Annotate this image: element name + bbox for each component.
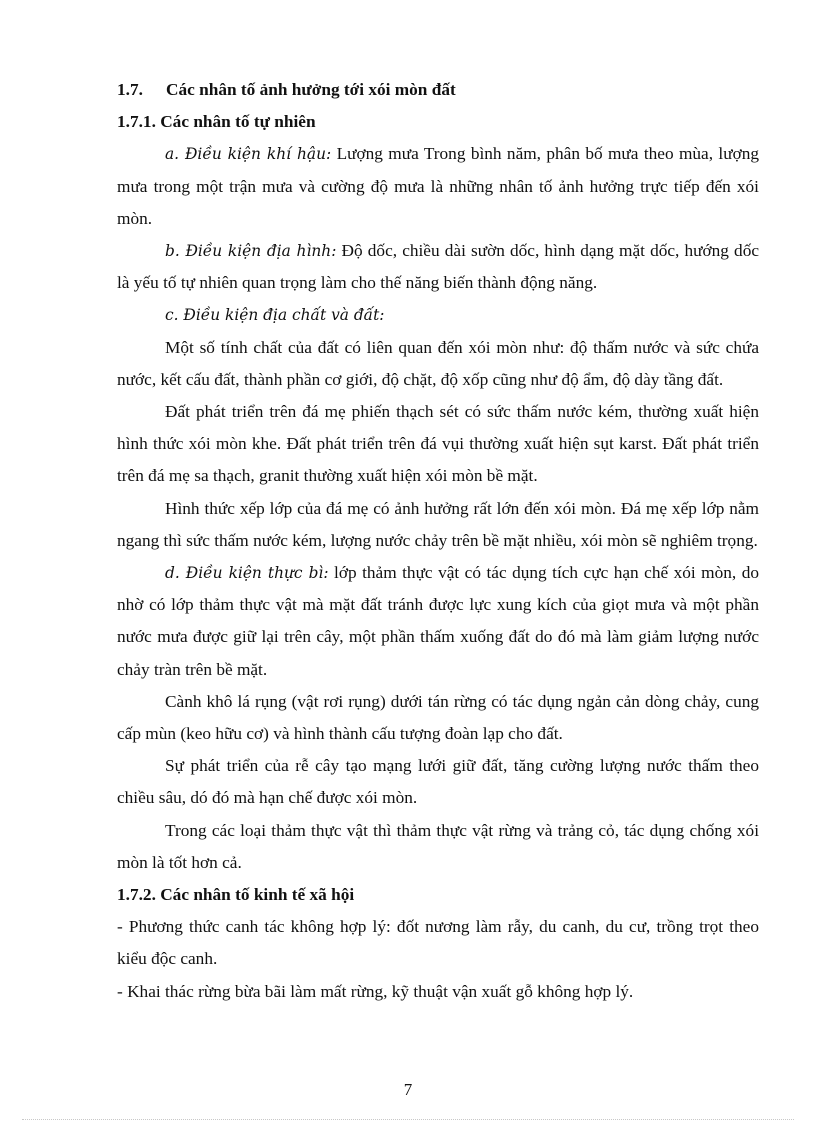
list-item: - Khai thác rừng bừa bãi làm mất rừng, kỹ thuật vận xuất gỗ không hợp lý.	[117, 981, 634, 1001]
vegetation-text: lớp thảm thực vật có tác dụng tích cực hạn chế xói mòn, do nhờ có lớp thảm thực vật mà mặt đất tránh được lực xung kích của giọt mưa và một phần nước mưa được giữ lại trên cây, một phần thấm xuống đất do đó mà làm giảm lượng nước chảy tràn trên bề mặt.	[117, 563, 759, 679]
list-item: - Phương thức canh tác không hợp lý: đốt nương làm rẫy, du canh, du cư, trồng trọt theo kiểu độc canh.	[117, 917, 759, 969]
paragraph-rock-layering: Hình thức xếp lớp của đá mẹ có ảnh hưởng rất lớn đến xói mòn. Đá mẹ xếp lớp nằm ngang thì sức thấm nước kém, lượng nước chảy trên bề mặt nhiều, xói mòn sẽ nghiêm trọng.	[117, 498, 759, 550]
paragraph-litter: Cành khô lá rụng (vật rơi rụng) dưới tán rừng có tác dụng ngản cản dòng chảy, cung cấp mùn (keo hữu cơ) và hình thành cấu tượng đoàn lạp cho đất.	[117, 691, 759, 744]
subsection-heading-socio-economic: 1.7.2. Các nhân tố kinh tế xã hội	[117, 885, 355, 905]
page-number: 7	[403, 1080, 413, 1099]
section-heading-1-7	[117, 74, 759, 106]
paragraph-roots: Sự phát triển của rễ cây tạo mạng lưới giữ đất, tăng cường lượng nước thấm theo chiều sâu, dó đó mà hạn chế được xói mòn.	[117, 756, 759, 808]
section-number: 1.7.	[117, 80, 143, 99]
section-title: Các nhân tố ảnh hưởng tới xói mòn đất	[166, 80, 456, 99]
page-bottom-border	[22, 1119, 794, 1120]
climate-text: Lượng mưa Trong bình năm, phân bố mưa theo mùa, lượng mưa trong một trận mưa và cường độ mưa là những nhân tố ảnh hưởng trực tiếp đến xói mòn.	[117, 144, 760, 228]
paragraph-soil-properties: Một số tính chất của đất có liên quan đến xói mòn như: độ thấm nước và sức chứa nước, kết cấu đất, thành phần cơ giới, độ chặt, độ xốp cũng như độ ẩm, độ dày tầng đất.	[117, 337, 759, 389]
paragraph-vegetation	[117, 557, 759, 686]
paragraph-climate	[117, 138, 759, 235]
subsection-heading-natural: 1.7.1. Các nhân tố tự nhiên	[117, 112, 316, 132]
climate-lead: a. Điều kiện khí hậu:	[165, 145, 332, 164]
terrain-lead: b. Điều kiện địa hình:	[165, 242, 337, 261]
geology-lead: c. Điều kiện địa chất và đất:	[165, 306, 385, 325]
page-body	[117, 74, 759, 1008]
paragraph-parent-rock: Đất phát triển trên đá mẹ phiến thạch sét có sức thấm nước kém, thường xuất hiện hình thức xói mòn khe. Đất phát triển trên đá vụi thường xuất hiện sụt karst. Đất phát triển trên đá mẹ sa thạch, granit thường xuất hiện xói mòn bề mặt.	[117, 402, 759, 486]
paragraph-forest-cover: Trong các loại thảm thực vật thì thảm thực vật rừng và trảng cỏ, tác dụng chống xói mòn là tốt hơn cả.	[117, 820, 759, 872]
terrain-text: Độ dốc, chiều dài sườn dốc, hình dạng mặt dốc, hướng dốc là yếu tố tự nhiên quan trọng làm cho thế năng biến thành động năng.	[117, 241, 760, 293]
vegetation-lead: d. Điều kiện thực bì:	[165, 564, 329, 583]
paragraph-terrain	[117, 235, 759, 299]
paragraph-geology-lead	[117, 299, 759, 331]
